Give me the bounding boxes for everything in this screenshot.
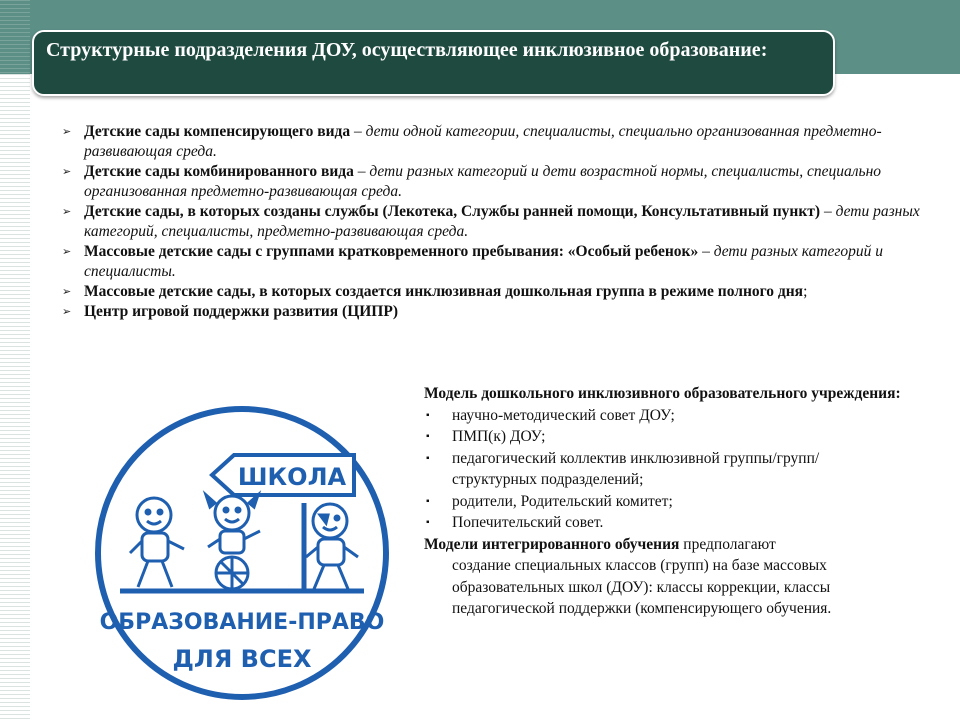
item-bold: Центр игровой поддержки развития (ЦИПР) (84, 303, 398, 320)
arrow-bullet-icon: ➢ (62, 286, 72, 298)
list-item (62, 242, 920, 282)
list-item (62, 302, 920, 322)
integrated-models-paragraph (424, 534, 904, 556)
logo-line-1: ОБРАЗОВАНИЕ-ПРАВО (99, 610, 385, 635)
model-item-text: научно-методический совет ДОУ; (452, 406, 675, 424)
model-list-item (424, 405, 904, 427)
item-bold: Детские сады комбинированного вида (84, 163, 354, 180)
subdivisions-list (62, 122, 920, 322)
list-item (62, 202, 920, 242)
item-dash: ; (803, 283, 808, 300)
header-stripes (0, 0, 30, 74)
title-box (32, 30, 835, 96)
sign-text: ШКОЛА (237, 463, 347, 491)
item-italic: дети разных категорий и специалисты. (84, 243, 884, 280)
arrow-bullet-icon: ➢ (62, 126, 72, 138)
integrated-models-text-first: предполагают (679, 535, 776, 553)
arrow-bullet-icon: ➢ (62, 306, 72, 318)
square-bullet-icon: ▪ (426, 409, 430, 421)
side-stripes (0, 74, 30, 720)
arrow-bullet-icon: ➢ (62, 206, 72, 218)
arrow-bullet-icon: ➢ (62, 166, 72, 178)
item-dash: – (820, 203, 836, 220)
arrow-bullet-icon: ➢ (62, 246, 72, 258)
model-block (424, 383, 904, 620)
item-bold: Массовые детские сады с группами кратковременного пребывания: «Особый ребенок» (84, 243, 699, 260)
square-bullet-icon: ▪ (426, 431, 430, 442)
model-title: Модель дошкольного инклюзивного образовательного учреждения: (424, 385, 901, 402)
item-dash: – (698, 243, 714, 260)
model-list-item (424, 448, 904, 491)
item-dash: – (350, 123, 366, 140)
model-item-text: Попечительский совет. (452, 514, 604, 531)
item-bold: Массовые детские сады, в которых создается инклюзивная дошкольная группа в режиме полного дня (84, 283, 804, 300)
item-dash: – (353, 163, 370, 180)
item-bold: Детские сады компенсирующего вида (84, 123, 351, 140)
list-item (62, 282, 920, 302)
square-bullet-icon: ▪ (426, 452, 430, 464)
slide-title: Структурные подразделения ДОУ, осуществляющее инклюзивное образование: (46, 39, 768, 61)
list-item (62, 162, 920, 202)
item-italic: дети одной категории, специалисты, специально организованная предметно-развивающая среда. (84, 123, 882, 160)
square-bullet-icon: ▪ (426, 495, 430, 507)
square-bullet-icon: ▪ (426, 517, 430, 528)
logo-line-2: ДЛЯ ВСЕХ (172, 645, 312, 673)
integrated-models-heading: Модели интегрированного обучения (424, 535, 680, 553)
model-list-item (424, 491, 904, 513)
model-list-item (424, 426, 904, 448)
list-item (62, 122, 920, 162)
inclusive-education-logo (92, 403, 392, 703)
model-item-text: родители, Родительский комитет; (452, 492, 673, 510)
model-item-text: ПМП(к) ДОУ; (452, 428, 546, 445)
model-list (424, 405, 904, 534)
model-list-item (424, 512, 904, 534)
integrated-models-text: создание специальных классов (групп) на базе массовых образовательных школ (ДОУ): классы коррекции, классы педагогической поддержки (компенсирующего обучения. (452, 557, 832, 617)
item-italic: дети разных категорий, специалисты, предметно-развивающая среда. (84, 203, 920, 240)
item-italic: дети разных категорий и дети возрастной нормы, специалисты, специально организованная предметно-развивающая среда. (84, 163, 882, 200)
item-bold: Детские сады, в которых созданы службы (Лекотека, Службы ранней помощи, Консультативный пункт) (84, 203, 821, 220)
model-item-text: педагогический коллектив инклюзивной группы/групп/структурных подразделений; (452, 449, 820, 488)
